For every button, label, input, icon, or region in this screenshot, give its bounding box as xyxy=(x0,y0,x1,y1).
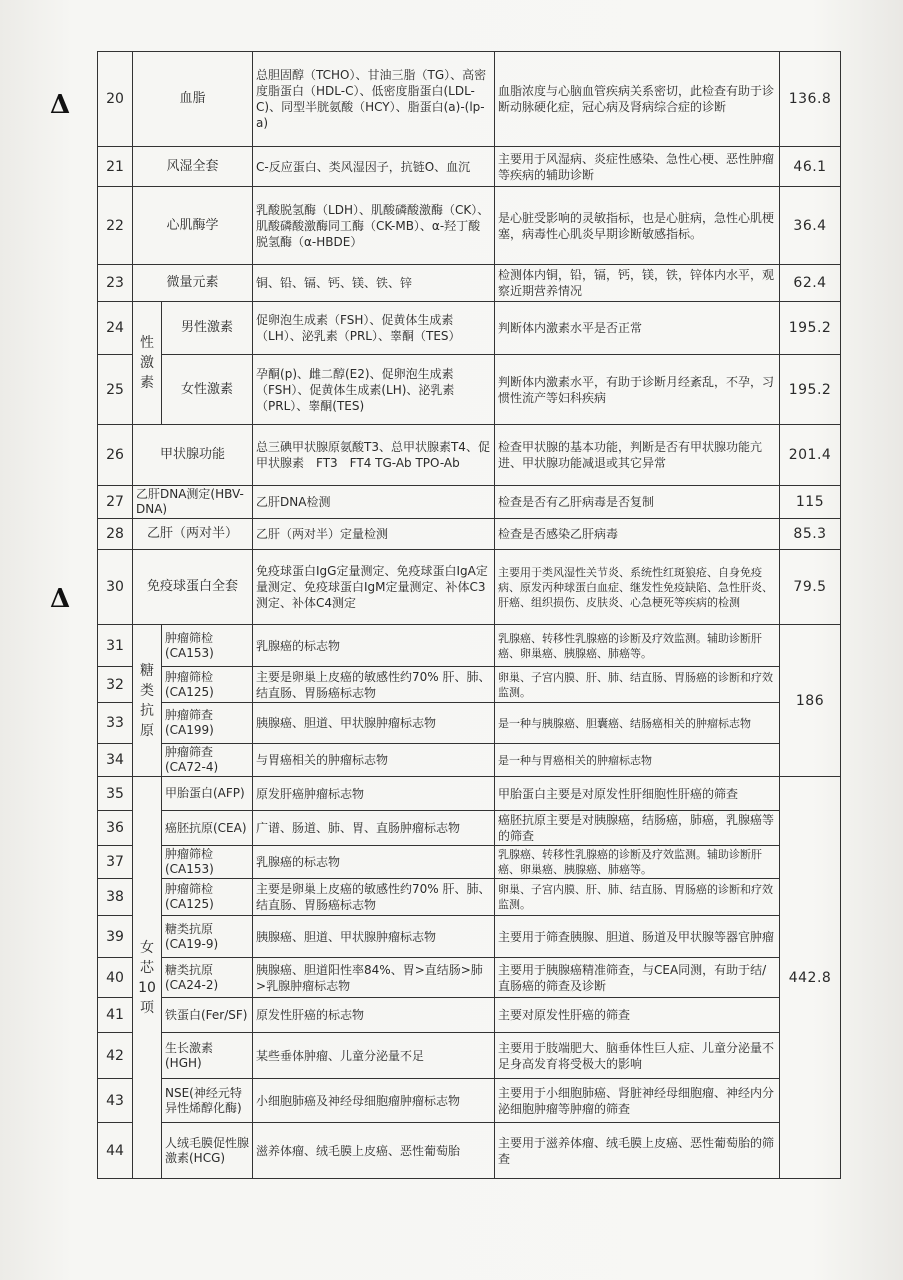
test-name: 生长激素(HGH) xyxy=(162,1033,253,1079)
row-number: 27 xyxy=(98,486,133,519)
price: 195.2 xyxy=(780,355,841,425)
row-number: 28 xyxy=(98,519,133,550)
table-row xyxy=(98,187,841,265)
test-items: 原发性肝癌的标志物 xyxy=(253,998,495,1033)
table-row xyxy=(98,703,841,744)
test-items: 小细胞肺癌及神经母细胞瘤肿瘤标志物 xyxy=(253,1079,495,1123)
test-name: 肿瘤筛查(CA199) xyxy=(162,703,253,744)
row-number: 30 xyxy=(98,550,133,625)
test-description: 判断体内激素水平是否正常 xyxy=(495,302,780,355)
test-items: 胰腺癌、胆道、甲状腺肿瘤标志物 xyxy=(253,916,495,958)
test-description: 主要用于胰腺癌精准筛查，与CEA同测，有助于结/直肠癌的筛查及诊断 xyxy=(495,958,780,998)
test-name: 男性激素 xyxy=(162,302,253,355)
row-number: 33 xyxy=(98,703,133,744)
test-name: 肿瘤筛检(CA125) xyxy=(162,879,253,916)
table-row xyxy=(98,519,841,550)
test-items: 乳酸脱氢酶（LDH）、肌酸磷酸激酶（CK）、肌酸磷酸激酶同工酶（CK-MB）、α-羟丁酸脱氢酶（α-HBDE） xyxy=(253,187,495,265)
table-row xyxy=(98,667,841,703)
test-items: 主要是卵巢上皮癌的敏感性约70% 肝、肺、结直肠、胃肠癌标志物 xyxy=(253,667,495,703)
group-label-female-10: 女 芯 10 项 xyxy=(133,777,162,1179)
test-description: 乳腺癌、转移性乳腺癌的诊断及疗效监测。辅助诊断肝癌、卵巢癌、胰腺癌、肺癌等。 xyxy=(495,625,780,667)
table-row xyxy=(98,998,841,1033)
table-row xyxy=(98,147,841,187)
table-row xyxy=(98,879,841,916)
row-number: 38 xyxy=(98,879,133,916)
test-name: 微量元素 xyxy=(133,265,253,302)
test-items: 广谱、肠道、肺、胃、直肠肿瘤标志物 xyxy=(253,811,495,846)
test-description: 卵巢、子宫内膜、肝、肺、结直肠、胃肠癌的诊断和疗效监测。 xyxy=(495,667,780,703)
row-number: 22 xyxy=(98,187,133,265)
row-number: 40 xyxy=(98,958,133,998)
test-name: NSE(神经元特异性烯醇化酶) xyxy=(162,1079,253,1123)
test-items: 乳腺癌的标志物 xyxy=(253,846,495,879)
price: 195.2 xyxy=(780,302,841,355)
test-name: 糖类抗原(CA19-9) xyxy=(162,916,253,958)
test-description: 甲胎蛋白主要是对原发性肝细胞性肝癌的筛查 xyxy=(495,777,780,811)
test-items: 总胆固醇（TCHO）、甘油三脂（TG）、高密度脂蛋白（HDL-C）、低密度脂蛋白(LDL-C)、同型半胱氨酸（HCY）、脂蛋白(a)-(lp-a) xyxy=(253,52,495,147)
test-name: 风湿全套 xyxy=(133,147,253,187)
test-items: 铜、铅、镉、钙、镁、铁、锌 xyxy=(253,265,495,302)
price: 201.4 xyxy=(780,425,841,486)
test-description: 判断体内激素水平，有助于诊断月经紊乱，不孕，习惯性流产等妇科疾病 xyxy=(495,355,780,425)
test-name: 肿瘤筛检(CA125) xyxy=(162,667,253,703)
table-row xyxy=(98,744,841,777)
test-items: 促卵泡生成素（FSH）、促黄体生成素（LH）、泌乳素（PRL）、睾酮（TES） xyxy=(253,302,495,355)
test-items: 免疫球蛋白IgG定量测定、免疫球蛋白IgA定量测定、免疫球蛋白IgM定量测定、补体C3测定、补体C4测定 xyxy=(253,550,495,625)
test-name: 铁蛋白(Fer/SF) xyxy=(162,998,253,1033)
test-items: 乙肝DNA检测 xyxy=(253,486,495,519)
row-number: 43 xyxy=(98,1079,133,1123)
test-description: 卵巢、子宫内膜、肝、肺、结直肠、胃肠癌的诊断和疗效监测。 xyxy=(495,879,780,916)
test-name: 血脂 xyxy=(133,52,253,147)
table-row xyxy=(98,846,841,879)
row-number: 41 xyxy=(98,998,133,1033)
table-row xyxy=(98,1079,841,1123)
test-description: 检查是否有乙肝病毒是否复制 xyxy=(495,486,780,519)
table-row xyxy=(98,811,841,846)
test-description: 主要对原发性肝癌的筛查 xyxy=(495,998,780,1033)
price: 79.5 xyxy=(780,550,841,625)
test-name: 甲胎蛋白(AFP) xyxy=(162,777,253,811)
table-row xyxy=(98,52,841,147)
test-description: 是一种与胃癌相关的肿瘤标志物 xyxy=(495,744,780,777)
margin-mark-1: Δ xyxy=(50,90,71,120)
row-number: 24 xyxy=(98,302,133,355)
row-number: 36 xyxy=(98,811,133,846)
table-row xyxy=(98,958,841,998)
test-name: 乙肝DNA测定(HBV-DNA) xyxy=(133,486,253,519)
table-row xyxy=(98,486,841,519)
row-number: 31 xyxy=(98,625,133,667)
test-description: 检查是否感染乙肝病毒 xyxy=(495,519,780,550)
test-description: 检查甲状腺的基本功能，判断是否有甲状腺功能亢进、甲状腺功能减退或其它异常 xyxy=(495,425,780,486)
price: 46.1 xyxy=(780,147,841,187)
table-row xyxy=(98,625,841,667)
test-description: 主要用于小细胞肺癌、肾脏神经母细胞瘤、神经内分泌细胞肿瘤等肿瘤的筛查 xyxy=(495,1079,780,1123)
row-number: 35 xyxy=(98,777,133,811)
row-number: 23 xyxy=(98,265,133,302)
row-number: 20 xyxy=(98,52,133,147)
test-description: 主要用于滋养体瘤、绒毛膜上皮癌、恶性葡萄胎的筛查 xyxy=(495,1123,780,1179)
test-name: 乙肝（两对半） xyxy=(133,519,253,550)
table-row xyxy=(98,1123,841,1179)
test-description: 主要用于肢端肥大、脑垂体性巨人症、儿童分泌量不足身高发育将受极大的影响 xyxy=(495,1033,780,1079)
test-items: 某些垂体肿瘤、儿童分泌量不足 xyxy=(253,1033,495,1079)
test-name: 甲状腺功能 xyxy=(133,425,253,486)
table-row xyxy=(98,550,841,625)
row-number: 26 xyxy=(98,425,133,486)
test-items: 乙肝（两对半）定量检测 xyxy=(253,519,495,550)
row-number: 21 xyxy=(98,147,133,187)
exam-items-table xyxy=(97,51,841,1179)
test-items: C-反应蛋白、类风湿因子，抗链O、血沉 xyxy=(253,147,495,187)
test-description: 主要用于类风湿性关节炎、系统性红斑狼疮、自身免疫病、原发丙种球蛋白血症、继发性免疫缺陷、急性肝炎、肝癌、组织损伤、皮肤炎、心急梗死等疾病的检测 xyxy=(495,550,780,625)
test-description: 是心脏受影响的灵敏指标，也是心脏病，急性心肌梗塞，病毒性心肌炎早期诊断敏感指标。 xyxy=(495,187,780,265)
test-items: 总三碘甲状腺原氨酸T3、总甲状腺素T4、促甲状腺素 FT3 FT4 TG-Ab TPO-Ab xyxy=(253,425,495,486)
table-row xyxy=(98,425,841,486)
row-number: 25 xyxy=(98,355,133,425)
price: 136.8 xyxy=(780,52,841,147)
test-name: 人绒毛膜促性腺激素(HCG) xyxy=(162,1123,253,1179)
test-items: 原发肝癌肿瘤标志物 xyxy=(253,777,495,811)
test-name: 癌胚抗原(CEA) xyxy=(162,811,253,846)
price: 62.4 xyxy=(780,265,841,302)
test-items: 孕酮(p)、雌二醇(E2)、促卵泡生成素（FSH）、促黄体生成素(LH)、泌乳素（PRL）、睾酮(TES) xyxy=(253,355,495,425)
table-row xyxy=(98,302,841,355)
group-label-sugar-antigens: 糖 类 抗 原 xyxy=(133,625,162,777)
test-name: 肿瘤筛检(CA153) xyxy=(162,846,253,879)
test-items: 与胃癌相关的肿瘤标志物 xyxy=(253,744,495,777)
test-description: 主要用于风湿病、炎症性感染、急性心梗、恶性肿瘤等疾病的辅助诊断 xyxy=(495,147,780,187)
row-number: 32 xyxy=(98,667,133,703)
price: 36.4 xyxy=(780,187,841,265)
table-row xyxy=(98,777,841,811)
row-number: 34 xyxy=(98,744,133,777)
group-price-female-10: 442.8 xyxy=(780,777,841,1179)
test-name: 肿瘤筛查(CA72-4) xyxy=(162,744,253,777)
test-items: 乳腺癌的标志物 xyxy=(253,625,495,667)
test-description: 乳腺癌、转移性乳腺癌的诊断及疗效监测。辅助诊断肝癌、卵巢癌、胰腺癌、肺癌等。 xyxy=(495,846,780,879)
test-name: 女性激素 xyxy=(162,355,253,425)
group-label-sex-hormones: 性 激 素 xyxy=(133,302,162,425)
group-price-sugar-antigens: 186 xyxy=(780,625,841,777)
table-row xyxy=(98,1033,841,1079)
test-name: 肿瘤筛检(CA153) xyxy=(162,625,253,667)
test-description: 癌胚抗原主要是对胰腺癌，结肠癌，肺癌，乳腺癌等的筛查 xyxy=(495,811,780,846)
test-items: 滋养体瘤、绒毛膜上皮癌、恶性葡萄胎 xyxy=(253,1123,495,1179)
test-description: 主要用于筛查胰腺、胆道、肠道及甲状腺等器官肿瘤 xyxy=(495,916,780,958)
table-row xyxy=(98,265,841,302)
test-items: 胰腺癌、胆道阳性率84%、胃>直结肠>肺>乳腺肿瘤标志物 xyxy=(253,958,495,998)
row-number: 37 xyxy=(98,846,133,879)
test-name: 免疫球蛋白全套 xyxy=(133,550,253,625)
test-description: 血脂浓度与心脑血管疾病关系密切，此检查有助于诊断动脉硬化症，冠心病及肾病综合症的诊断 xyxy=(495,52,780,147)
test-description: 检测体内铜，铅，镉，钙，镁，铁，锌体内水平，观察近期营养情况 xyxy=(495,265,780,302)
price: 85.3 xyxy=(780,519,841,550)
test-description: 是一种与胰腺癌、胆囊癌、结肠癌相关的肿瘤标志物 xyxy=(495,703,780,744)
row-number: 42 xyxy=(98,1033,133,1079)
test-items: 主要是卵巢上皮癌的敏感性约70% 肝、肺、结直肠、胃肠癌标志物 xyxy=(253,879,495,916)
row-number: 44 xyxy=(98,1123,133,1179)
margin-mark-2: Δ xyxy=(50,584,71,614)
test-name: 心肌酶学 xyxy=(133,187,253,265)
table-row xyxy=(98,355,841,425)
test-name: 糖类抗原(CA24-2) xyxy=(162,958,253,998)
price: 115 xyxy=(780,486,841,519)
test-items: 胰腺癌、胆道、甲状腺肿瘤标志物 xyxy=(253,703,495,744)
table-row xyxy=(98,916,841,958)
row-number: 39 xyxy=(98,916,133,958)
